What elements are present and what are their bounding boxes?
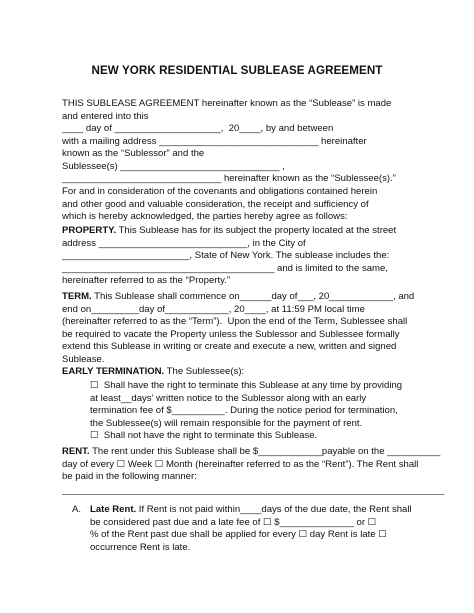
term-line: end on_________day of____________, 20____, at 11:59 PM local time: [62, 303, 365, 315]
property-line: address ____________________________, in the City of: [62, 237, 306, 249]
term-line: be required to vacate the Property unless the Sublessor and Sublessee formally: [62, 328, 400, 340]
intro-line: and entered into this: [62, 110, 149, 122]
property-first-line: [62, 225, 396, 238]
term-line: extend this Sublease in writing or create and execute a new, written and signed: [62, 341, 397, 352]
intro-date-line: ____ day of ____________________, 20____, by and between: [62, 123, 334, 134]
property-line: hereinafter referred to as the “Property.”: [62, 275, 231, 286]
early-termination-first-line: [62, 366, 244, 379]
term-text: This Sublease shall commence on______day of___, 20____________, and: [91, 291, 415, 302]
early-termination-option-allowed: ☐ Shall have the right to terminate this Sublease at any time by providing: [90, 380, 403, 391]
intro-address-line: with a mailing address ______________________________ hereinafter: [62, 135, 367, 147]
term-heading: TERM.: [62, 291, 92, 302]
term-line: Sublease.: [62, 353, 105, 365]
rent-text: The rent under this Sublease shall be $____________payable on the __________: [89, 446, 441, 457]
intro-sublessee-line: Sublessee(s) ______________________________ ,: [62, 160, 285, 172]
rent-heading: RENT.: [62, 446, 90, 457]
consideration-line: For and in consideration of the covenants and obligations contained herein: [62, 186, 378, 197]
late-rent-line: % of the Rent past due shall be applied for every ☐ day Rent is late ☐: [90, 529, 387, 540]
late-rent-marker: A.: [72, 504, 82, 515]
property-line: ________________________, State of New York. The sublease includes the:: [62, 250, 390, 261]
property-text: This Sublease has for its subject the property located at the street: [116, 225, 397, 236]
late-rent-heading: Late Rent.: [90, 504, 137, 515]
early-termination-line: the Sublessee(s) will remain responsible for the payment of rent.: [90, 417, 363, 429]
intro-line: THIS SUBLEASE AGREEMENT hereinafter known as the “Sublease” is made: [62, 98, 392, 109]
late-rent-line: occurrence Rent is late.: [90, 541, 191, 553]
early-termination-line: termination fee of $__________. During the notice period for termination,: [90, 405, 398, 416]
consideration-line: and other good and valuable consideration, the receipt and sufficiency of: [62, 198, 369, 210]
early-termination-line: at least__days’ written notice to the Sublessor along with an early: [90, 392, 367, 404]
intro-sublessee-line: ______________________________ hereinafter known as the “Sublessee(s).”: [62, 173, 396, 184]
rent-first-line: [62, 446, 440, 459]
early-termination-heading: EARLY TERMINATION.: [62, 366, 165, 377]
late-rent-first-line: [90, 504, 412, 517]
intro-line: known as the “Sublessor” and the: [62, 148, 205, 159]
rent-payment-manner-blank: ________________________________________________________________________________: [62, 485, 445, 495]
early-termination-lead: The Sublessee(s):: [164, 366, 245, 377]
late-rent-text: If Rent is not paid within____days of the due date, the Rent shall: [136, 504, 412, 515]
consideration-line: which is hereby acknowledged, the parties hereby agree as follows:: [62, 211, 348, 222]
property-line: ________________________________________ and is limited to the same,: [62, 262, 388, 274]
document-title: NEW YORK RESIDENTIAL SUBLEASE AGREEMENT: [91, 64, 383, 77]
term-line: (hereinafter referred to as the “Term”). Upon the end of the Term, Sublessee shall: [62, 316, 408, 327]
early-termination-option-not-allowed: ☐ Shall not have the right to terminate this Sublease.: [90, 430, 318, 441]
rent-line: day of every ☐ Week ☐ Month (hereinafter referred to as the “Rent”). The Rent shall: [62, 458, 419, 470]
rent-line: be paid in the following manner:: [62, 471, 197, 482]
term-first-line: [62, 291, 414, 304]
property-heading: PROPERTY.: [62, 225, 117, 236]
late-rent-line: be considered past due and a late fee of ☐ $______________ or ☐: [90, 516, 377, 528]
